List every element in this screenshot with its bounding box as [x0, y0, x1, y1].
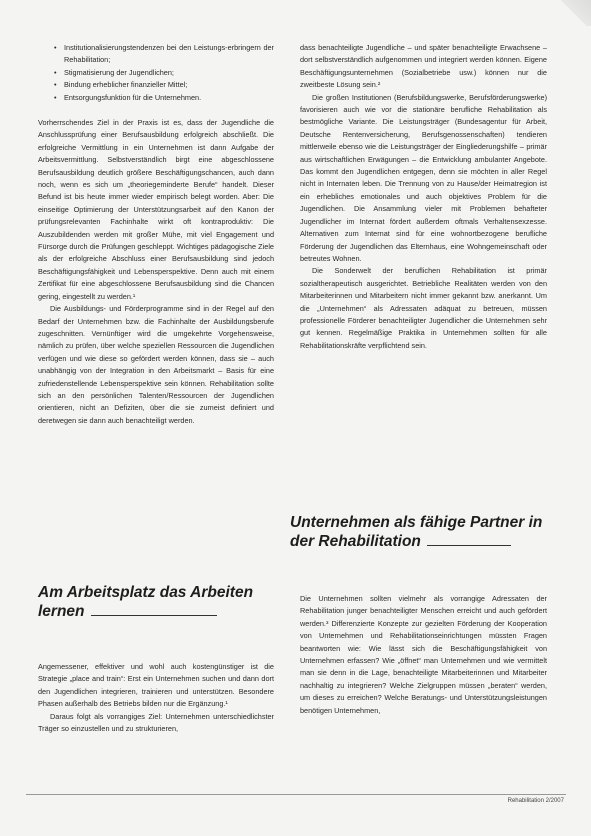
- paragraph: dass benachteiligte Jugendliche – und später benachteiligte Erwachsene – dort selbstverständlich aufgenommen und integriert werden können. Eigene Beschäftigungsunternehmen (Sozialbetriebe usw.) können nur die zweitbeste Lösung sein.²: [300, 43, 547, 90]
- paragraph: Die großen Institutionen (Berufsbildungswerke, Berufsförderungswerke) favorisieren auch wie vor die stationäre berufliche Rehabilitation als bestmögliche Variante. Die Leistungsträger (Bundesagentur für Arbeit, Deutsche Rentenversicherung, Berufsgenossenschaften) tendieren mittlerweile ebenso wie die Leistungsträger der Eingliederungshilfe – primär aus wirtschaftlichen Erwägungen – die Entwicklung ambulanter Angebote. Das kommt den Jugendlichen entgegen, denn sie möchten in aller Regel nicht in Internaten leben. Die Trennung von zu Hause/der Heimatregion ist ein erhebliches emotionales und auch objektives Problem für die Jugendlichen. Die Ansammlung vieler mit Problemen behafteter Jugendlicher im Internat fördert außerdem oftmals Verhaltensexzesse. Alternativen zum Internat sind für eine wohnortbezogene berufliche Förderung der Jugendlichen das Elternhaus, eine Wohngemeinschaft oder betreutes Wohnen.: [300, 92, 547, 263]
- heading-rule: [427, 545, 511, 546]
- body-text-block: [300, 593, 547, 717]
- paragraph: Angemessener, effektiver und wohl auch kostengünstiger ist die Strategie „place and train“: Erst ein Unternehmen suchen und dann dort den Jugendlichen integrieren, trainieren und unterstützen. Besondere Phasen außerhalb des Betriebs bilden nur die Ergänzung.¹: [38, 662, 274, 709]
- heading-text: Am Arbeitsplatz das Arbeiten lernen: [38, 584, 254, 620]
- bullet-list: [38, 42, 274, 104]
- paragraph: Die Sonderwelt der beruflichen Rehabilitation ist primär sozialtherapeutisch ausgerichtet. Betriebliche Realitäten werden von den Mitarbeiterinnen und Mitarbeitern nicht immer gekannt bzw. anerkannt. Um die „Unternehmen“ als Adressaten adäquat zu betreuen, müssen professionelle Förderer benachteiligter Jugendlicher die Unternehmen sehr gut kennen. Regelmäßige Praktika in Unternehmen sollten für alle Rehabilitationskräfte verpflichtend sein.: [300, 266, 547, 350]
- bullet-item: • Bindung erheblicher finanzieller Mittel;: [64, 79, 274, 91]
- paragraph: Daraus folgt als vorrangiges Ziel: Unternehmen unterschiedlichster Träger so einzustellen und zu strukturieren,: [38, 711, 274, 734]
- footer-rule: [26, 794, 566, 795]
- bullet-item: • Stigmatisierung der Jugendlichen;: [64, 67, 274, 79]
- page-corner-fold: [557, 0, 591, 26]
- heading-rule: [91, 615, 217, 616]
- body-text-block: [38, 661, 274, 735]
- paragraph: Die Ausbildungs- und Förderprogramme sind in der Regel auf den Bedarf der Unternehmen bzw. die Fachinhalte der Ausbildungsberufe zugeschnitten. Vernünftiger wird die umgekehrte Vorgehensweise, nämlich zu prüfen, über welche speziellen Ressourcen die Jugendlichen verfügen und wie diese so gefördert werden können, dass sie – auch unabhängig von der Integration in den Arbeitsmarkt – Basis für eine zufriedenstellende Lebensperspektive sein können. Rehabilitation sollte sich an den persönlichen Talenten/Ressourcen der Jugendlichen orientieren, nicht an Defiziten, über die sie zumeist definiert und deretwegen sie dann auch benachteiligt werden.: [38, 304, 274, 425]
- bullet-item: • Institutionalisierungstendenzen bei den Leistungs-erbringern der Rehabilitation;: [64, 42, 274, 67]
- section-heading: [38, 583, 274, 621]
- body-text-block: [38, 117, 274, 427]
- bullet-list-block: [38, 42, 274, 104]
- bullet-item: • Entsorgungsfunktion für die Unternehmen.: [64, 92, 274, 104]
- heading-text: Unternehmen als fähige Partner in der Rehabilitation: [290, 514, 543, 550]
- paragraph: Vorherrschendes Ziel in der Praxis ist es, dass der Jugendliche die Anschlussprüfung einer Berufsausbildung erfolgreich abschließt. Die erfolgreiche Vermittlung in ein Unternehmen ist dann Aufgabe der Arbeitsvermittlung. Selbstverständlich birgt eine abgeschlossene Berufsausbildung deutlich größere Beschäftigungschancen, auch dann noch, wenn es sich um „theoriegeminderte Berufe“ handelt. Dieser Befund ist bis heute immer wieder empirisch belegt worden. Aber: Die einseitige Optimierung der Unterstützungsarbeit auf den Kanon der prüfungsrelevanten Fachinhalte wirkt oft kontraproduktiv: Die Auszubildenden werden mit großer Mühe, mit viel Engagement und Fürsorge durch die Prüfungen geschleppt. Wichtiges pädagogische Ziele als der erfolgreiche Abschluss einer Berufsausbildung sind jedoch Beschäftigungsfähigkeit und Lebensperspektive. Denn auch mit einem Zertifikat für eine abgeschlossene Berufsausbildung sind die Chancen gering, eingestellt zu werden.¹: [38, 118, 274, 301]
- section-heading: [290, 513, 547, 551]
- page-footer: Rehabilitation 2/2007: [507, 798, 564, 804]
- paragraph: Die Unternehmen sollten vielmehr als vorrangige Adressaten der Rehabilitation junger benachteiligter Menschen erreicht und auch gefördert werden.³ Differenzierte Konzepte zur gezielten Förderung der Kooperation von Unternehmen und Rehabilitationseinrichtungen müssten Fragen beantworten wie: Wie lässt sich die Beschäftigungsfähigkeit von Unternehmen erfassen? Wie „öffnet“ man Unternehmen und wie vermittelt man sie denn in die Lage, benachteiligte Mitarbeiterinnen und Mitarbeiter nachhaltig zu integrieren? Welche Zielgruppen müssen „beraten“ werden, um dieses zu erreichen? Welche Beratungs- und Unterstützungsleistungen benötigen Unternehmen,: [300, 594, 547, 715]
- body-text-block: [300, 42, 547, 352]
